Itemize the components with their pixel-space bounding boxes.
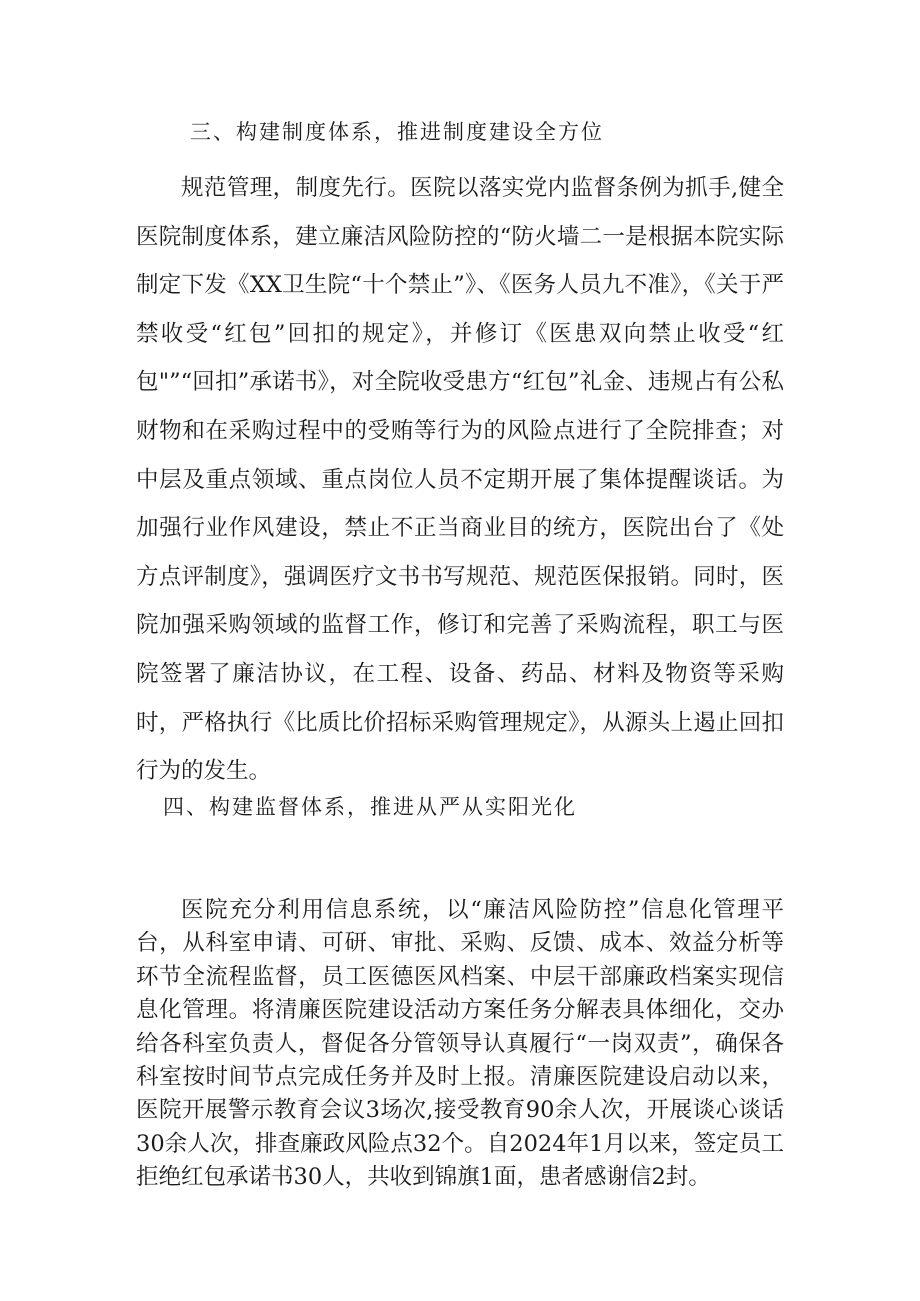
section-body-supervision-system: 医院充分利用信息系统，以“廉洁风险防控”信息化管理平台，从科室申请、可研、审批、采购、反馈、成本、效益分析等环节全流程监督，员工医德医风档案、中层干部廉政档案实现信息化管理。将清廉医院建设活动方案任务分解表具体细化，交办给各科室负责人，督促各分管领导认真履行“一岗双责”，确保各科室按时间节点完成任务并及时上报。清廉医院建设启动以来，医院开展警示教育会议3场次,接受教育90余人次，开展谈心谈话30余人次，排查廉政风险点32个。自2024年1月以来，签定员工拒绝红包承诺书30人，共收到锦旗1面，患者感谢信2封。 (136, 897, 784, 1191)
section-body-system-building: 规范管理，制度先行。医院以落实党内监督条例为抓手,健全医院制度体系，建立廉洁风险防控的“防火墙二一是根据本院实际制定下发《XX卫生院“十个禁止”》、《医务人员九不准》，《关于严禁收受“红包”回扣的规定》，并修订《医患双向禁止收受“红包"”“回扣”承诺书》，对全院收受患方“红包”礼金、违规占有公私财物和在采购过程中的受贿等行为的风险点进行了全院排查；对中层及重点领域、重点岗位人员不定期开展了集体提醒谈话。为加强行业作风建设，禁止不正当商业目的统方，医院出台了《处方点评制度》，强调医疗文书书写规范、规范医保报销。同时，医院加强采购领域的监督工作，修订和完善了采购流程，职工与医院签署了廉洁协议，在工程、设备、药品、材料及物资等采购时，严格执行《比质比价招标采购管理规定》，从源头上遏止回扣行为的发生。 (136, 175, 784, 785)
section-heading-system-building: 三、构建制度体系，推进制度建设全方位 (190, 120, 604, 144)
section-heading-supervision-system: 四、构建监督体系，推进从严从实阳光化 (163, 795, 577, 819)
